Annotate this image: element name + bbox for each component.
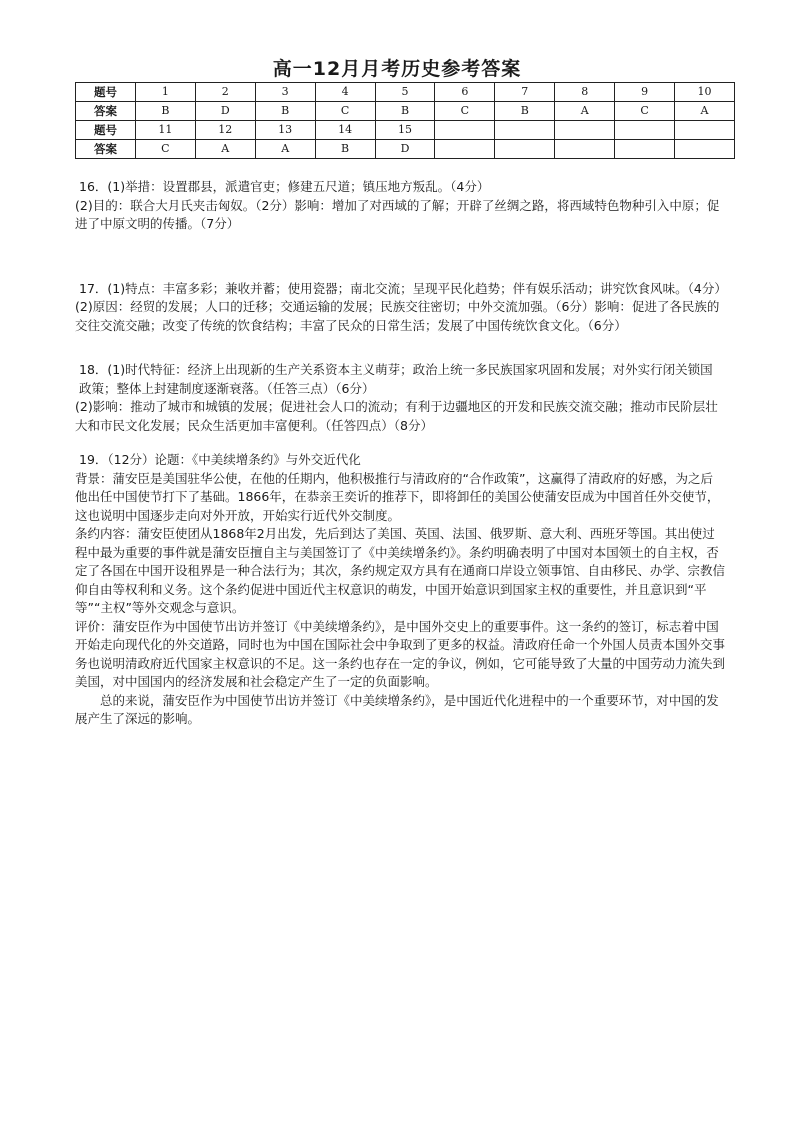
- question-number-cell: 5: [375, 83, 435, 102]
- answer-table-body: [76, 83, 735, 159]
- question-number-cell: 6: [435, 83, 495, 102]
- question-number-cell: 13: [255, 121, 315, 140]
- question-number-row: [76, 121, 735, 140]
- answer-cell: C: [315, 102, 375, 121]
- question-number-cell: 9: [615, 83, 675, 102]
- question-number-row: [76, 83, 735, 102]
- q16-part2: (2)目的：联合大月氏夹击匈奴。（2分）影响：增加了对西域的了解；开辟了丝绸之路，将西域特色物种引入中原；促进了中原文明的传播。（7分）: [75, 197, 720, 231]
- question-number-cell: 12: [195, 121, 255, 140]
- q17-part1: 17．(1)特点：丰富多彩；兼收并蓄；使用瓷器；南北交流；呈现平民化趋势；伴有娱乐活动；讲究饮食风味。（4分）: [79, 280, 727, 296]
- q18-part2: (2)影响：推动了城市和城镇的发展；促进社会人口的流动；有利于边疆地区的开发和民族交流交融；推动市民阶层壮大和市民文化发展；民众生活更加丰富便利。（任答四点）（8分）: [75, 399, 718, 433]
- answer-cell: D: [195, 102, 255, 121]
- question-number-cell: [495, 121, 555, 140]
- q19-heading: 19．（12分）论题：《中美续增条约》与外交近代化: [79, 452, 361, 467]
- answer-cell: [555, 140, 615, 159]
- question-number-cell: 4: [315, 83, 375, 102]
- question-number-cell: 8: [555, 83, 615, 102]
- question-number-cell: 2: [195, 83, 255, 102]
- answer-cell: B: [255, 102, 315, 121]
- spacer: [75, 234, 725, 280]
- q19-background: 背景：蒲安臣是美国驻华公使，在他的任期内，他积极推行与清政府的“合作政策”，这赢得了清政府的好感，为之后他出任中国使节打下了基础。1866年，在恭亲王奕䜣的推荐下，即将卸任的美国公使蒲安臣成为中国首任外交使节，这也说明中国逐步走向对外开放，开始实行近代外交制度。: [75, 470, 720, 523]
- answer-table: [75, 82, 735, 159]
- answer-cell: [495, 140, 555, 159]
- question-number-cell: 14: [315, 121, 375, 140]
- page-title: 高一12月月考历史参考答案: [272, 58, 522, 80]
- answer-cell: B: [315, 140, 375, 159]
- answer-cell: C: [435, 102, 495, 121]
- question-number-cell: [435, 121, 495, 140]
- q16-part1: 16．(1)举措：设置郡县，派遣官吏；修建五尺道；镇压地方叛乱。（4分）: [79, 179, 490, 194]
- answer-row: [76, 140, 735, 159]
- question-number-cell: [675, 121, 735, 140]
- question-number-cell: 7: [495, 83, 555, 102]
- answer-cell: A: [675, 102, 735, 121]
- answer-cell: B: [135, 102, 195, 121]
- answer-cell: [675, 140, 735, 159]
- question-number-cell: 1: [135, 83, 195, 102]
- q19-evaluation: 评价：蒲安臣作为中国使节出访并签订《中美续增条约》，是中国外交史上的重要事件。这一条约的签订，标志着中国开始走向现代化的外交道路，同时也为中国在国际社会中争取到了更多的权益。清政府任命一个外国人员责本国外交事务也说明清政府近代国家主权意识的不足。这一条约也存在一定的争议，例如，它可能导致了大量的中国劳动力流失到美国，对中国国内的经济发展和社会稳定产生了一定的负面影响。: [75, 618, 726, 689]
- answer-cell: B: [495, 102, 555, 121]
- spacer: [75, 335, 725, 361]
- question-number-cell: [615, 121, 675, 140]
- answer-cell: A: [195, 140, 255, 159]
- row-label-answer: 答案: [76, 102, 136, 121]
- answer-cell: [435, 140, 495, 159]
- q17-part2: (2)原因：经贸的发展；人口的迁移；交通运输的发展；民族交往密切；中外交流加强。（6分）影响：促进了各民族的交往交流交融；改变了传统的饮食结构；丰富了民众的日常生活；发展了中国传统饮食文化。（6分）: [75, 299, 720, 333]
- answer-cell: [615, 140, 675, 159]
- question-number-cell: 15: [375, 121, 435, 140]
- question-number-cell: 11: [135, 121, 195, 140]
- question-number-cell: 3: [255, 83, 315, 102]
- answer-row: [76, 102, 735, 121]
- question-number-cell: 10: [675, 83, 735, 102]
- answer-cell: D: [375, 140, 435, 159]
- answer-cell: A: [255, 140, 315, 159]
- q19-content: 条约内容：蒲安臣使团从1868年2月出发，先后到达了美国、英国、法国、俄罗斯、意大利、西班牙等国。其出使过程中最为重要的事件就是蒲安臣擅自主与美国签订了《中美续增条约》。条约明确表明了中国对本国领土的自主权，否定了各国在中国开设租界是一种合法行为；其次，条约规定双方具有在通商口岸设立领事馆、自由移民、办学、宗教信仰自由等权利和义务。这个条约促进中国近代主权意识的萌发，中国开始意识到国家主权的重要性，并且意识到“平等”“主权”等外交观念与意识。: [75, 526, 726, 615]
- answer-cell: B: [375, 102, 435, 121]
- q19-summary: 总的来说，蒲安臣作为中国使节出访并签订《中美续增条约》，是中国近代化进程中的一个重要环节，对中国的发展产生了深远的影响。: [75, 692, 719, 726]
- row-label-number: 题号: [76, 121, 136, 140]
- row-label-answer: 答案: [76, 140, 136, 159]
- answer-cell: C: [135, 140, 195, 159]
- answers-body: [75, 178, 725, 729]
- answer-cell: A: [555, 102, 615, 121]
- answer-cell: C: [615, 102, 675, 121]
- row-label-number: 题号: [76, 83, 136, 102]
- spacer: [75, 435, 725, 451]
- question-number-cell: [555, 121, 615, 140]
- q18-part1: 18．(1)时代特征：经济上出现新的生产关系资本主义萌芽；政治上统一多民族国家巩固和发展；对外实行闭关锁国政策；整体上封建制度逐渐衰落。（任答三点）（6分）: [79, 362, 713, 396]
